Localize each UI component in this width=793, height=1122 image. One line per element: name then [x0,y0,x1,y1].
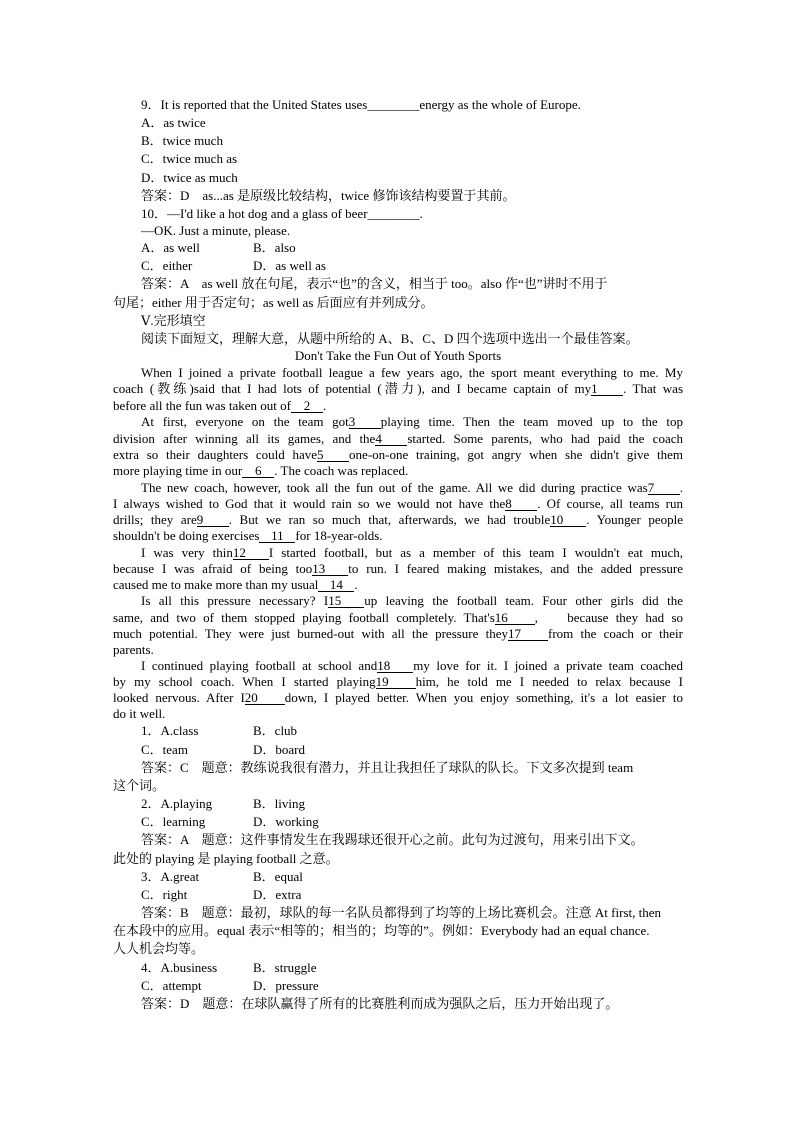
item2-option-b: B．living [253,796,306,811]
item3-options-cd [141,887,711,905]
passage-line [113,381,683,399]
passage-text: I started football, but as a member of this team I wouldn't eat much, [268,545,683,560]
passage-text: down, I played better. When you enjoy something, it's a lot easier to [284,690,683,705]
item1-answer-line2: 这个词。 [113,778,166,793]
passage-line: do it well. [113,706,166,721]
passage-text: , because they had so [534,610,684,625]
blank-13: 13 [312,562,348,576]
passage-text: shouldn't be doing exercises [113,528,260,543]
passage-text: I continued playing football at school and [141,658,378,673]
passage-line [141,593,683,611]
q10-option-c: C．either [141,258,193,273]
item1-option-c: C．team [141,742,188,757]
passage-text: drills; they are [113,512,197,527]
item2-option-d: D．working [253,814,319,829]
item4-option-b: B．struggle [253,960,317,975]
item4-options-ab [141,960,711,978]
blank-20: 20 [245,691,285,705]
passage-text: . Younger people [586,512,683,527]
passage-text: much potential. They were just burned-out with all the pressure they [113,626,509,641]
q9-stem-text: 9．It is reported that the United States uses [141,97,368,112]
passage-text: by my school coach. When I started playing [113,674,376,689]
passage-line [113,528,683,546]
item1-option-b: B．club [253,723,298,738]
blank-19: 19 [376,675,416,689]
item3-option-d: D．extra [253,887,302,902]
blank-14: 14 [318,578,354,592]
q10-blank: ________ [367,206,420,221]
blank-3: 3 [349,415,381,429]
q9-answer: 答案：D as...as 是原级比较结构，twice 修饰该结构要置于其前。 [141,188,516,203]
blank-2: 2 [291,399,323,413]
passage-text: him, he told me I needed to relax because I [415,674,683,689]
passage-text: . The coach was replaced. [274,463,409,478]
item2-options-ab [141,796,711,814]
q10-option-a: A．as well [141,240,200,255]
passage-text: . [322,398,327,413]
blank-18: 18 [377,659,413,673]
blank-9: 9 [197,513,229,527]
passage-text: The new coach, however, took all the fun out of the game. All we did during practice was [141,480,648,495]
passage-text: my love for it. I joined a private team coached [413,658,683,673]
passage-text: extra so their daughters could have [113,447,318,462]
passage-text: more playing time in our [113,463,243,478]
passage-text: . [354,577,358,592]
q10-option-b: B．also [253,240,296,255]
q9-option-a: A．as twice [141,115,206,130]
item3-answer-line3: 人人机会均等。 [113,941,205,956]
blank-6: 6 [242,464,274,478]
passage-text: before all the fun was taken out of [113,398,291,413]
q9-option-b: B．twice much [141,133,223,148]
item1-options-cd [141,742,711,760]
blank-4: 4 [375,432,407,446]
passage-text: because I was afraid of being too [113,561,313,576]
passage-text: I always wished to God that it would rain so we would not have the [113,496,506,511]
blank-17: 17 [508,627,548,641]
q9-stem [141,97,711,115]
blank-10: 10 [550,513,586,527]
item3-answer-line2: 在本段中的应用。equal 表示“相等的；相当的；均等的”。例如：Everybody had an equal chance. [113,923,650,938]
passage-text: playing time. Then the team moved up to the top [380,414,683,429]
section-title: Ⅴ.完形填空 [141,313,206,328]
passage-text: from the coach or their [548,626,683,641]
blank-15: 15 [328,594,364,608]
blank-7: 7 [648,481,680,495]
q10-answer-line2: 句尾；either 用于否定句；as well as 后面应有并列成分。 [113,295,434,310]
item3-option-b: B．equal [253,869,303,884]
item1-answer-line1: 答案：C 题意：教练说我很有潜力，并且让我担任了球队的队长。下文多次提到 team [141,760,634,775]
passage-text: Is all this pressure necessary? I [141,593,329,608]
passage-text: . [679,480,683,495]
passage-text: for 18-year-olds. [295,528,383,543]
q10-stem-tail: . [419,206,423,221]
q10-option-d: D．as well as [253,258,326,273]
item4-option-a: 4．A.business [141,960,218,975]
q9-blank: ________ [367,97,420,112]
item1-option-a: 1．A.class [141,723,199,738]
passage-text: same, and two of them stopped playing football completely. That's [113,610,495,625]
passage-text: . But we ran so much that, afterwards, we had trouble [228,512,551,527]
item3-options-ab [141,869,711,887]
item1-options-ab [141,723,711,741]
q9-stem-tail: energy as the whole of Europe. [419,97,581,112]
passage-line: parents. [113,642,154,657]
item2-answer-line1: 答案：A 题意：这件事情发生在我踢球还很开心之前。此句为过渡句，用来引出下文。 [141,832,644,847]
passage-line [141,414,683,432]
q10-stem [141,206,711,224]
item3-option-a: 3．A.great [141,869,200,884]
passage-text: up leaving the football team. Four other girls did the [364,593,683,608]
blank-8: 8 [505,497,537,511]
item3-answer-line1: 答案：B 题意：最初，球队的每一名队员都得到了均等的上场比赛机会。注意 At first, then [141,905,661,920]
passage-text: looked nervous. After I [113,690,245,705]
passage-text: to run. I feared making mistakes, and the added pressure [348,561,683,576]
passage-text: At first, everyone on the team got [141,414,349,429]
passage-line [113,463,683,481]
item4-answer-line1: 答案：D 题意：在球队赢得了所有的比赛胜利而成为强队之后，压力开始出现了。 [141,996,619,1011]
q9-option-d: D．twice as much [141,170,238,185]
passage-text: one-on-one training, got angry when she didn't give them [349,447,684,462]
passage-text: caused me to make more than my usual [113,577,319,592]
blank-12: 12 [233,546,269,560]
passage-line: When I joined a private football league a few years ago, the sport meant everything to me. My [141,365,683,380]
q10-options-ab [141,240,711,258]
item2-option-a: 2．A.playing [141,796,213,811]
q10-options-cd [141,258,711,276]
passage-text: coach (教练)said that I had lots of potential (潜力), and I became captain of my [113,381,592,396]
item4-options-cd [141,978,711,996]
passage-text: started. Some parents, who had paid the coach [407,431,683,446]
blank-5: 5 [317,448,349,462]
item1-option-d: D．board [253,742,305,757]
item2-option-c: C．learning [141,814,206,829]
item3-option-c: C．right [141,887,188,902]
item4-option-d: D．pressure [253,978,319,993]
q10-answer-line1: 答案：A as well 放在句尾，表示“也”的含义，相当于 too。also 作“也”讲时不用于 [141,276,608,291]
passage-text: I was very thin [141,545,233,560]
passage-text: . Of course, all teams run [537,496,684,511]
passage-text: . That was [623,381,683,396]
blank-11: 11 [259,529,295,543]
q10-stem-text: 10．—I'd like a hot dog and a glass of beer [141,206,368,221]
passage-text: division after winning all its games, and the [113,431,376,446]
blank-1: 1 [591,382,623,396]
section-instruction: 阅读下面短文，理解大意，从题中所给的 A、B、C、D 四个选项中选出一个最佳答案。 [141,331,639,346]
blank-16: 16 [495,611,535,625]
item2-options-cd [141,814,711,832]
q10-reply: —OK. Just a minute, please. [141,223,291,238]
q9-option-c: C．twice much as [141,151,238,166]
item4-option-c: C．attempt [141,978,202,993]
item2-answer-line2: 此处的 playing 是 playing football 之意。 [113,851,339,866]
passage-title: Don't Take the Fun Out of Youth Sports [294,348,502,363]
